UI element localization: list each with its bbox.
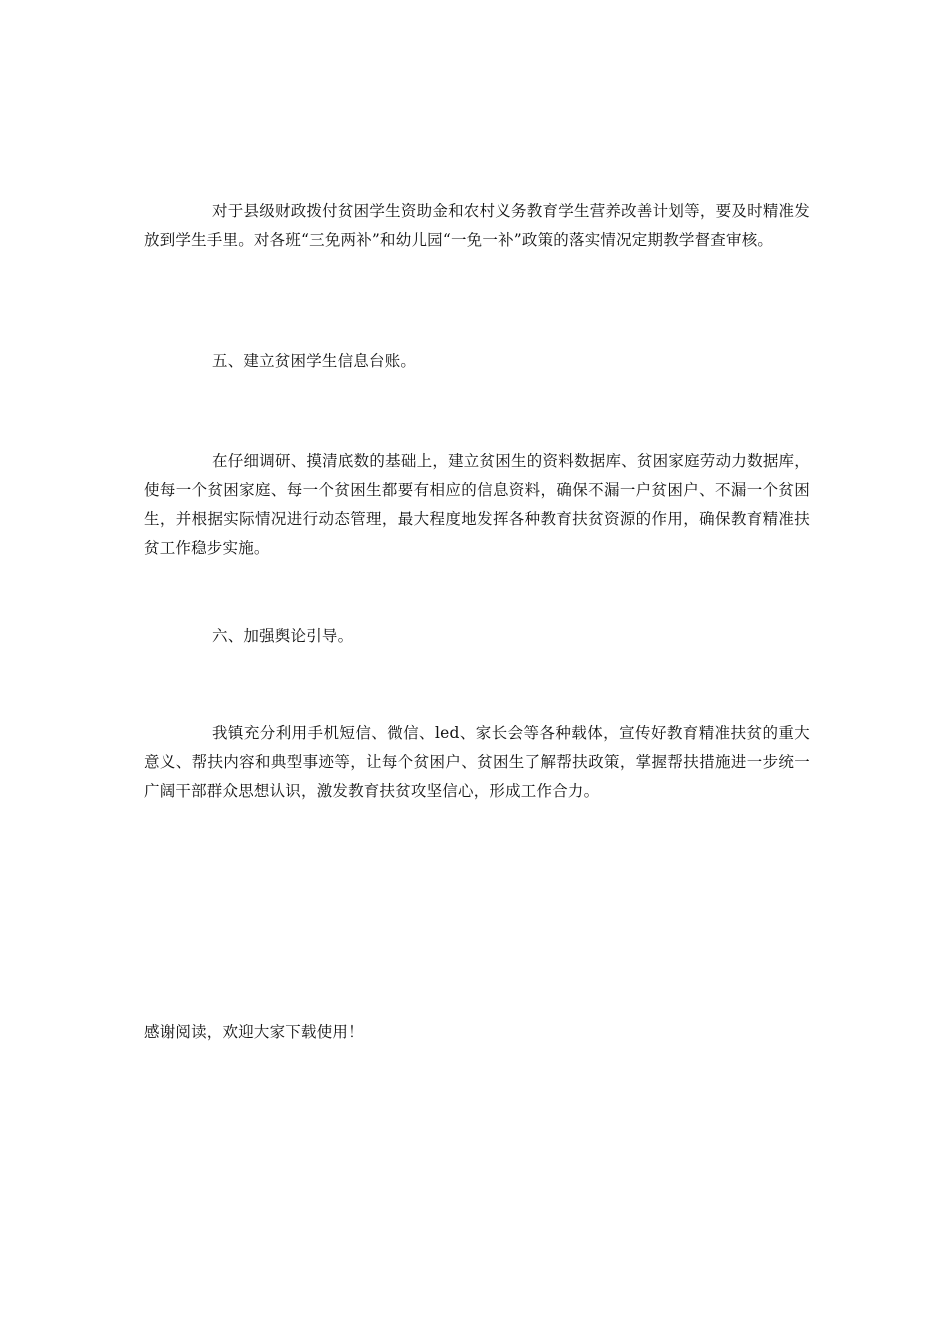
section-heading-6: 六、加强舆论引导。	[212, 627, 354, 645]
section-heading-5: 五、建立贫困学生信息台账。	[212, 352, 417, 370]
paragraph-public-guidance: 我镇充分利用手机短信、微信、led、家长会等各种载体，宣传好教育精准扶贫的重大意义、帮扶内容和典型事迹等，让每个贫困户、贫困生了解帮扶政策，掌握帮扶措施进一步统一广阔干部群众思想认识，激发教育扶贫攻坚信心，形成工作合力。	[144, 724, 810, 800]
paragraph-information-ledger: 在仔细调研、摸清底数的基础上，建立贫困生的资料数据库、贫困家庭劳动力数据库，使每一个贫困家庭、每一个贫困生都要有相应的信息资料，确保不漏一户贫困户、不漏一个贫困生，并根据实际情况进行动态管理，最大程度地发挥各种教育扶贫资源的作用，确保教育精准扶贫工作稳步实施。	[144, 452, 810, 557]
paragraph-funding-distribution: 对于县级财政拨付贫困学生资助金和农村义务教育学生营养改善计划等，要及时精准发放到学生手里。对各班“三免两补”和幼儿园“一免一补”政策的落实情况定期教学督查审核。	[144, 202, 810, 249]
closing-note: 感谢阅读，欢迎大家下载使用！	[144, 1023, 364, 1041]
